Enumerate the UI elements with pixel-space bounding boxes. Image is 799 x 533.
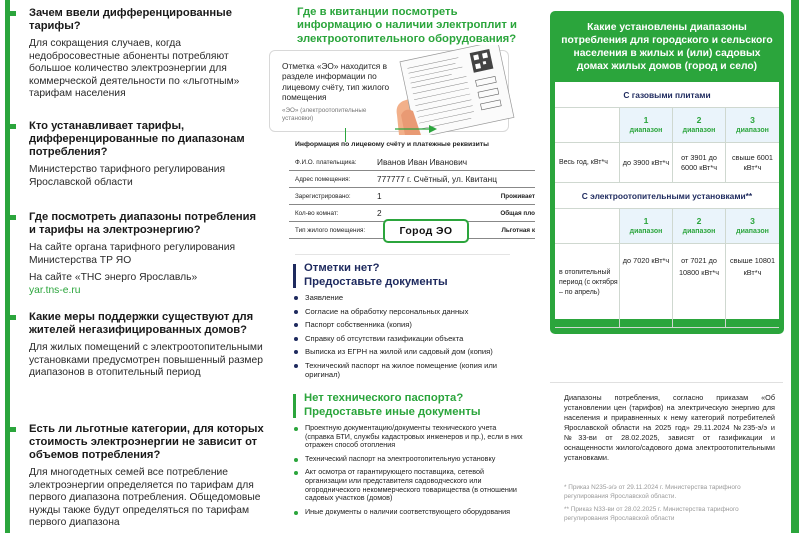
row-right-label: Общая пло [500, 209, 535, 217]
gas-ranges-grid [555, 108, 779, 183]
row-label: Зарегистрировано: [295, 192, 351, 200]
card-title: Какие установлены диапазоны потребления для городского и сельского населения в жилых и (или) садовых домах жилых домов (город и село) [561, 22, 773, 72]
timeline-tick [5, 124, 16, 129]
faq-question: Какие меры поддержки существуют для жителей негазифицированных домов? [29, 311, 254, 336]
heading-line: Нет технического паспорта? [304, 392, 464, 404]
receipt-note-sub: «ЭО» (электроотопительные установки) [282, 107, 367, 122]
heading-line: Предоставьте иные документы [304, 405, 481, 418]
receipt-column [265, 0, 535, 533]
range-header-2: 2 диапазон [673, 108, 726, 143]
row-right-label: Льготная к [501, 226, 535, 234]
timeline-tick [5, 427, 16, 432]
no-mark-heading [293, 262, 448, 289]
timeline-tick [5, 11, 16, 16]
list-item: Акт осмотра от гарантирующего поставщика, сетевой организации или представителя садоводческого или огороднического некоммерческого товарищества (в отношении садовых участков (домов) [293, 468, 525, 502]
row-label: Весь год, кВт*ч [555, 143, 620, 183]
receipt-card [269, 50, 509, 132]
list-item: Согласие на обработку персональных данных [293, 307, 525, 316]
list-item: Проектную документацию/документы технического учета (справка БТИ, службы кадастровых инженеров и пр.), если в них отражен способ отопления [293, 424, 525, 450]
ranges-column [535, 0, 799, 533]
edge-bar [791, 0, 799, 533]
row-label: Ф.И.О. плательщика: [295, 158, 357, 166]
empty-header-cell [555, 209, 620, 244]
range-header-2: 2 диапазон [673, 209, 726, 244]
range-header-3: 3 диапазон [726, 209, 779, 244]
faq-item-benefit-categories [0, 423, 265, 530]
faq-question: Кто устанавливает тарифы, дифференцированные по диапазонам потребления? [29, 120, 245, 158]
range-value-1: до 3900 кВт*ч [620, 143, 673, 183]
range-value-1: до 7020 кВт*ч [620, 244, 673, 328]
row-value: Иванов Иван Иванович [377, 157, 468, 167]
faq-item-who-sets [0, 120, 265, 189]
range-value-2: от 7021 до 10800 кВт*ч [673, 244, 726, 328]
row-label: Адрес помещения: [295, 175, 351, 183]
legal-description: Диапазоны потребления, согласно приказам «Об установлении цен (тарифов) на электрическую энергию для населения и приравненных к нему категорий потребителей Ярославской области на 2025 год» 29.11.2024 №235-э/э и №33-ви от 28.02.2025, зависят от газификации и оснащенности жилого/садового дома электроотопительными установками. [564, 393, 775, 462]
heading-line: Предоставьте документы [304, 275, 448, 288]
range-header-1: 1 диапазон [620, 108, 673, 143]
faq-answer: На сайте органа тарифного регулирования Министерства ТР ЯО [29, 242, 236, 266]
range-header-3: 3 диапазон [726, 108, 779, 143]
divider [295, 254, 510, 255]
account-info-row [289, 171, 535, 188]
timeline-tick [5, 315, 16, 320]
website-link[interactable]: yar.tns-e.ru [29, 284, 81, 296]
list-item: Иные документы о наличии соответствующего оборудования [293, 508, 525, 517]
range-value-2: от 3901 до 6000 кВт*ч [673, 143, 726, 183]
list-item: Технический паспорт на жилое помещение (копия или оригинал) [293, 361, 525, 379]
list-item: Паспорт собственника (копия) [293, 320, 525, 329]
electric-section-title: С электроотопительными установками** [555, 183, 779, 209]
timeline-tick [5, 215, 16, 220]
faq-answer: Для сокращения случаев, когда недобросовестные абоненты потребляют большое количество электроэнергии для коммерческой деятельности по «льготным» тарифам населения [29, 38, 240, 99]
range-header-1: 1 диапазон [620, 209, 673, 244]
faq-answer: Министерство тарифного регулирования Ярославской области [29, 164, 226, 188]
gas-section-title: С газовыми плитами [555, 82, 779, 108]
no-passport-heading [293, 392, 481, 419]
faq-question: Зачем ввели дифференцированные тарифы? [29, 7, 232, 32]
list-item: Справку об отсутствии газификации объекта [293, 334, 525, 343]
range-value-3: свыше 10801 кВт*ч [726, 244, 779, 328]
faq-column [0, 0, 265, 533]
row-label: Кол-во комнат: [295, 209, 339, 217]
row-value: 2 [377, 208, 382, 218]
empty-header-cell [555, 108, 620, 143]
faq-answer: На сайте «ТНС энерго Ярославль» [29, 272, 198, 283]
consumption-ranges-card [550, 11, 784, 334]
range-value-3: свыше 6001 кВт*ч [726, 143, 779, 183]
row-value: 1 [377, 191, 382, 201]
section-title: Где в квитанции посмотреть информацию о наличии электроплит и электроотопительного оборудования? [297, 6, 517, 45]
list-item: Заявление [293, 293, 525, 302]
divider [550, 382, 783, 383]
pointer-line [345, 128, 346, 142]
row-label: Тип жилого помещения: [295, 226, 366, 234]
faq-item-why-tariffs [0, 7, 265, 101]
faq-answer: Для многодетных семей все потребление электроэнергии определяется по тарифам для первого диапазона потребления. Общедомовые нужды также будут определяться по тарифам первого диапазона [29, 467, 261, 528]
faq-question: Где посмотреть диапазоны потребления и тарифы на электроэнергию? [29, 211, 257, 236]
faq-item-support-measures [0, 311, 265, 380]
faq-item-where-to-see [0, 211, 265, 297]
required-documents-list [293, 293, 525, 383]
ranges-table [555, 82, 779, 319]
faq-answer: Для жилых помещений с электроотопительными установками предусмотрен повышенный размер диапазонов в отопительный период [29, 342, 263, 378]
footnote-1: * Приказ N235-э/э от 29.11.2024 г. Министерства тарифного регулирования Ярославской области. [564, 484, 741, 501]
alternative-documents-list [293, 424, 525, 521]
row-label: в отопительный период (с октября – по апрель) [555, 244, 620, 328]
row-right-label: Проживает [500, 192, 535, 200]
heading-line: Отметки нет? [304, 262, 380, 274]
account-info-row [289, 154, 535, 171]
account-info-heading: Информация по лицевому счёту и платежные реквизиты [295, 141, 489, 148]
list-item: Технический паспорт на электроотопительную установку [293, 455, 525, 464]
list-item: Выписка из ЕГРН на жилой или садовый дом (копия) [293, 347, 525, 356]
faq-question: Есть ли льготные категории, для которых стоимость электроэнергии не зависит от объемов потребления? [29, 423, 264, 461]
account-info-row [289, 188, 535, 205]
row-value: 777777 г. Счётный, ул. Квитанц [377, 174, 497, 184]
eo-mark-highlight: Город ЭО [383, 219, 469, 243]
footnote-2: ** Приказ N33-ви от 28.02.2025 г. Министерства тарифного регулирования Ярославской области [564, 506, 739, 523]
receipt-note: Отметка «ЭО» находится в разделе информации по лицевому счёту, тип жилого помещения [282, 61, 390, 102]
electric-ranges-grid [555, 209, 779, 328]
receipt-hand-illustration [395, 45, 515, 135]
